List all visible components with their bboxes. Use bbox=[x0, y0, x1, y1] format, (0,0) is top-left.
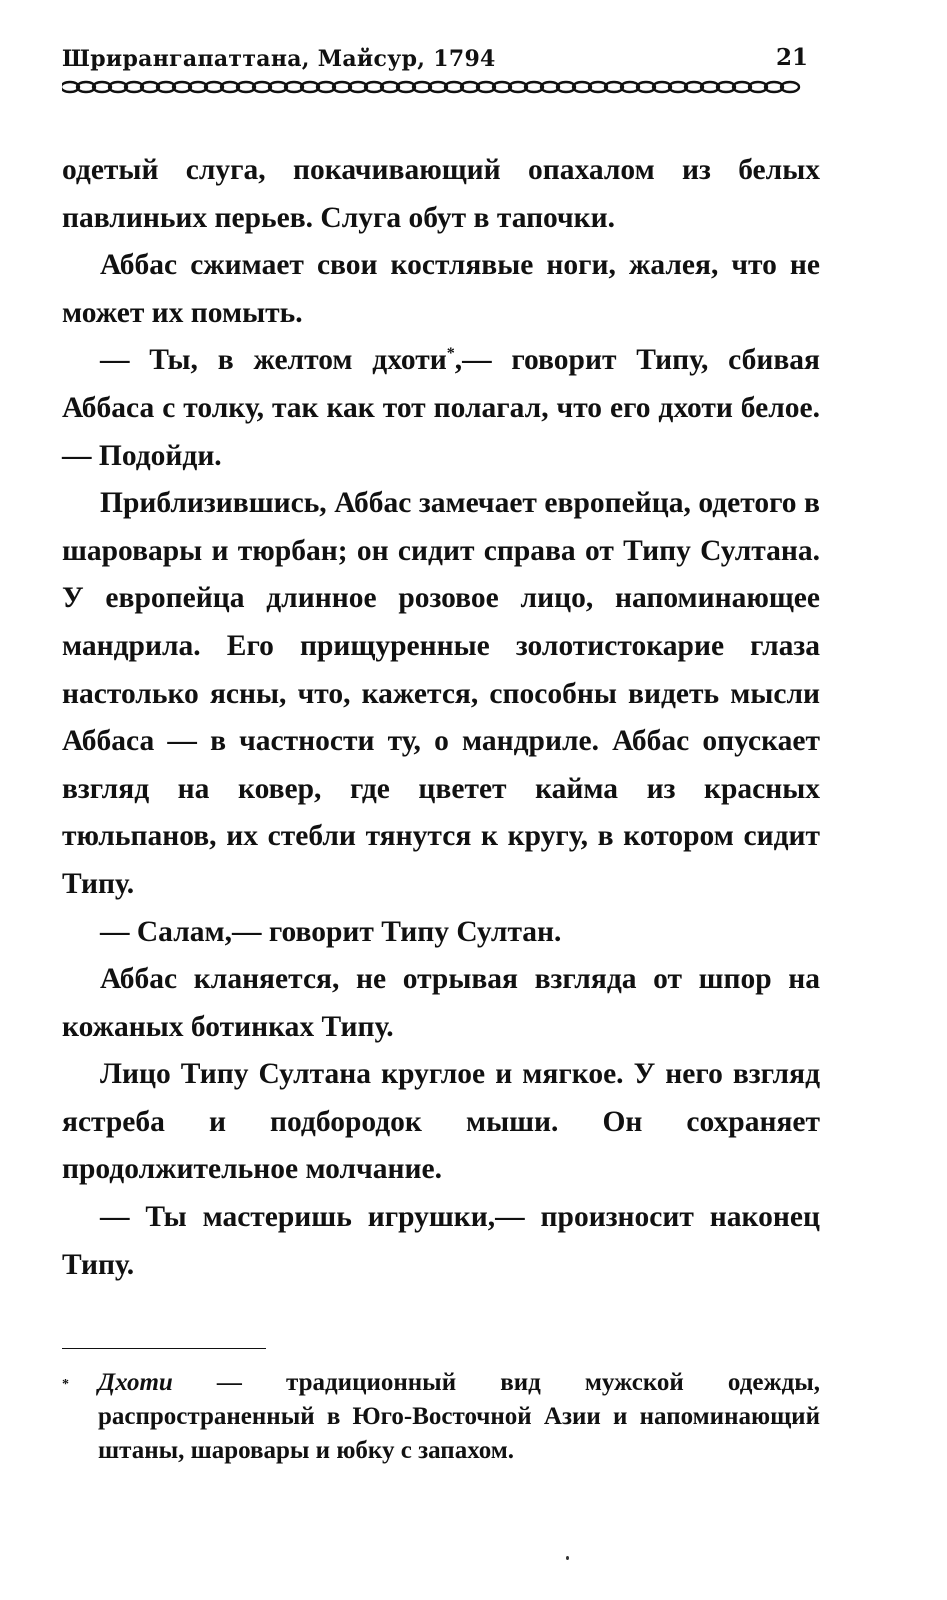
footnote-divider bbox=[62, 1348, 266, 1349]
paragraph: — Салам,— говорит Типу Султан. bbox=[100, 915, 562, 948]
paragraph: — Ты мастеришь игрушки,— произносит наконец Типу. bbox=[62, 1201, 820, 1281]
paragraph: Аббас кланяется, не отрывая взгляда от шпор на кожаных ботинках Типу. bbox=[62, 963, 820, 1043]
body-text bbox=[62, 147, 820, 1289]
paragraph: одетый слуга, покачивающий опахалом из белых павлиньих перьев. Слуга обут в тапочки. bbox=[62, 154, 820, 234]
footnote-text bbox=[62, 1366, 820, 1468]
paragraph: Приблизившись, Аббас замечает европейца, одетого в шаровары и тюрбан; он сидит справа от Типу Султана. У европейца длинное розовое лицо, напоминающее мандрила. Его прищуренные золотистокарие глаза настолько ясны, что, кажется, способны видеть мысли Аббаса — в частности ту, о мандриле. Аббас опускает взгляд на ковер, где цветет кайма из красных тюльпанов, их стебли тянутся к кругу, в котором сидит Типу. bbox=[62, 487, 820, 900]
footnote-mark: * bbox=[62, 1377, 69, 1392]
paragraph-text: — Ты, в желтом дхоти bbox=[100, 344, 447, 377]
page-number: 21 bbox=[775, 44, 808, 71]
footnote-reference-mark: * bbox=[446, 345, 455, 363]
running-head bbox=[62, 42, 812, 78]
footnote-definition: — традиционный вид мужской одежды, распространенный в Юго-Восточной Азии и напоминающий штаны, шаровары и юбку с запахом. bbox=[98, 1369, 820, 1464]
print-speck bbox=[566, 1556, 569, 1560]
paragraph: Лицо Типу Султана круглое и мягкое. У него взгляд ястреба и подбородок мыши. Он сохраняет продолжительное молчание. bbox=[62, 1058, 820, 1186]
footnote bbox=[62, 1366, 820, 1468]
paragraph bbox=[62, 337, 820, 480]
footnote-term: Дхоти bbox=[98, 1369, 173, 1396]
paragraph-text: ,— говорит Типу, сбивая Аббаса с толку, так как тот полагал, что его дхоти белое. — Подойди. bbox=[62, 344, 820, 472]
paragraph: Аббас сжимает свои костлявые ноги, жалея, что не может их помыть. bbox=[62, 249, 820, 329]
chain-ornament-rule bbox=[62, 78, 812, 96]
running-title: Шрирангапаттана, Майсур, 1794 bbox=[62, 46, 496, 72]
